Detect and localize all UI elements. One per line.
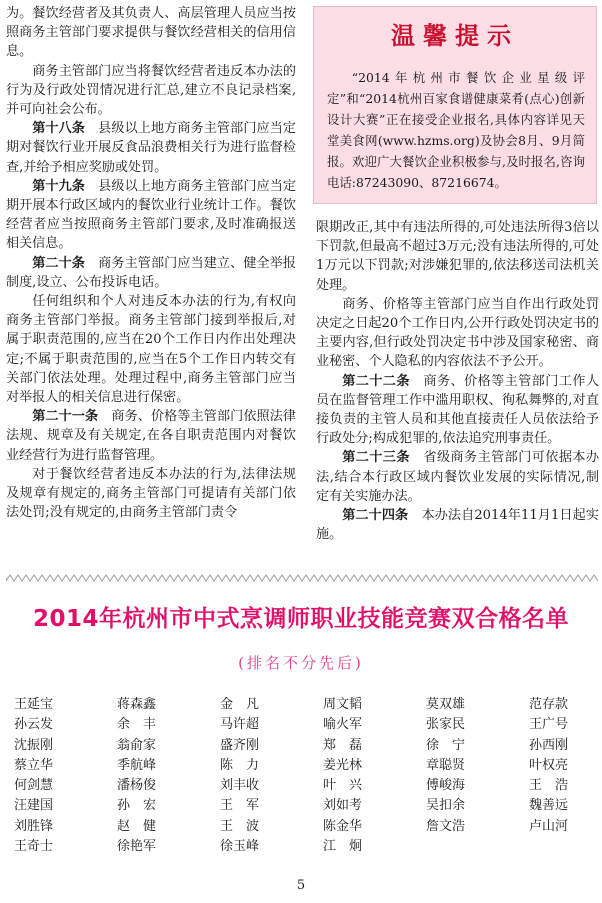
article-paragraph <box>6 119 296 177</box>
paragraph <box>316 218 599 295</box>
article-paragraph <box>6 254 296 292</box>
name-entry: 王 浩 <box>529 778 569 794</box>
name-entry: 潘杨俊 <box>117 778 157 794</box>
paragraph-text: 商务主管部门应当建立、健全举报制度,设立、公布投诉电话。 <box>6 255 297 290</box>
name-entry: 孙西刚 <box>529 737 569 753</box>
notice-body <box>327 67 585 193</box>
names-grid <box>14 695 594 857</box>
right-column <box>316 218 599 544</box>
paragraph-text: 商务、价格等主管部门应当自作出行政处罚决定之日起20个工作日内,公开行政处罚决定书的主要内容,但行政处罚决定书中涉及国家秘密、商业秘密、个人隐私的内容依法不予公开。 <box>316 296 599 370</box>
name-entry: 王 波 <box>220 818 260 834</box>
name-entry: 卢山河 <box>529 818 569 834</box>
article-paragraph <box>316 448 599 506</box>
name-entry: 陈 力 <box>220 757 260 773</box>
notice-text: “2014年杭州市餐饮企业星级评定”和“2014杭州百家食谱健康菜肴(点心)创新设计大赛”正在接受企业报名,具体内容详见天堂美食网(www.hzms.org)及协会8月、9月简报。欢迎广大餐饮企业积极参与,及时报名,咨询电话:87243090、87216674。 <box>327 70 585 190</box>
paragraph-text: 县级以上地方商务主管部门应当定期对餐饮行业开展反食品浪费相关行为进行监督检查,并给予相应奖励或处罚。 <box>6 121 297 175</box>
name-entry: 徐玉峰 <box>220 839 260 855</box>
name-entry: 张家民 <box>426 717 466 733</box>
paragraph <box>316 295 599 372</box>
name-entry: 章聪贤 <box>426 757 466 773</box>
article-paragraph <box>316 372 599 449</box>
name-entry: 蒋森鑫 <box>117 697 157 712</box>
name-entry: 傅峻海 <box>426 778 466 794</box>
article-paragraph <box>316 506 599 544</box>
name-entry: 赵 健 <box>117 818 157 834</box>
paragraph <box>6 465 296 523</box>
name-entry: 叶权亮 <box>529 757 569 773</box>
name-entry: 郑 磊 <box>323 737 363 753</box>
article-number: 第二十二条 <box>342 373 424 389</box>
name-entry: 孙 宏 <box>117 798 157 814</box>
notice-box <box>313 6 597 204</box>
name-entry: 刘胜锋 <box>14 818 54 834</box>
paragraph-text: 为。餐饮经营者及其负责人、高层管理人员应当按照商务主管部门要求提供与餐饮经营相关的信用信息。 <box>6 6 296 60</box>
paragraph-text: 商务主管部门应当将餐饮经营者违反本办法的行为及行政处罚情况进行汇总,建立不良记录档案,并可向社会公布。 <box>6 63 296 118</box>
name-entry: 刘丰收 <box>220 778 260 794</box>
name-entry: 蔡立华 <box>14 757 54 773</box>
page-number: 5 <box>296 878 306 893</box>
article-paragraph <box>6 177 296 254</box>
notice-title: 温馨提示 <box>391 22 519 50</box>
name-entry: 王 军 <box>220 798 260 814</box>
paragraph-text: 县级以上地方商务主管部门应当定期开展本行政区域内的餐饮业行业统计工作。餐饮经营者应当按照商务主管部门要求,及时准确报送相关信息。 <box>6 178 297 252</box>
paragraph-text: 任何组织和个人对违反本办法的行为,有权向商务主管部门举报。商务主管部门接到举报后,对属于职责范围的,应当在20个工作日内作出处理决定;不属于职责范围的,应当在5个工作日内转交有关部门依法处理。处理过程中,商务主管部门应当对举报人的相关信息进行保密。 <box>6 294 296 406</box>
name-entry: 马许超 <box>220 717 260 733</box>
paragraph <box>6 62 296 120</box>
name-entry: 莫双雄 <box>426 697 466 712</box>
name-entry <box>529 837 602 857</box>
name-entry <box>426 837 529 857</box>
name-entry: 孙云发 <box>14 717 54 733</box>
paragraph-text: 限期改正,其中有违法所得的,可处违法所得3倍以下罚款,但最高不超过3万元;没有违法所得的,可处1万元以下罚款;对涉嫌犯罪的,依法移送司法机关处理。 <box>316 220 599 293</box>
name-entry: 余 丰 <box>117 717 157 733</box>
name-entry: 喻火军 <box>323 717 363 733</box>
list-subtitle: (排名不分先后) <box>238 654 364 672</box>
article-number: 第十八条 <box>32 121 99 137</box>
name-entry: 王延宝 <box>14 697 54 712</box>
name-entry: 王奇士 <box>14 839 54 855</box>
article-paragraph <box>6 407 296 465</box>
name-entry: 刘如考 <box>323 798 363 814</box>
article-number: 第二十条 <box>32 255 99 271</box>
paragraph <box>6 292 296 407</box>
name-entry: 徐 宁 <box>426 737 466 753</box>
paragraph-text: 本办法自2014年11月1日起实施。 <box>316 508 599 543</box>
name-entry: 何剑慧 <box>14 778 54 794</box>
article-number: 第十九条 <box>32 178 99 194</box>
left-column <box>6 4 296 522</box>
name-entry: 周文韬 <box>323 697 363 712</box>
name-entry: 詹文浩 <box>426 818 466 834</box>
name-entry: 汪建国 <box>14 798 54 814</box>
name-entry: 沈振刚 <box>14 737 54 753</box>
article-number: 第二十四条 <box>342 508 422 524</box>
name-entry: 魏善远 <box>529 798 569 814</box>
paragraph <box>6 4 296 62</box>
paragraph-text: 商务、价格等主管部门工作人员在监督管理工作中滥用职权、徇私舞弊的,对直接负责的主管人员和其他直接责任人员依法给予行政处分;构成犯罪的,依法追究刑事责任。 <box>316 373 600 447</box>
article-number: 第二十一条 <box>32 409 112 425</box>
paragraph-text: 对于餐饮经营者违反本办法的行为,法律法规及规章有规定的,商务主管部门可提请有关部门依法处罚;没有规定的,由商务主管部门责令 <box>6 466 296 521</box>
name-entry: 叶 兴 <box>323 778 363 794</box>
paragraph-text: 省级商务主管部门可依据本办法,结合本行政区域内餐饮业发展的实际情况,制定有关实施办法。 <box>316 450 600 504</box>
section-divider <box>6 573 598 583</box>
name-entry: 吴扣余 <box>426 798 466 814</box>
name-entry: 姜光林 <box>323 757 363 773</box>
name-entry: 王广号 <box>529 717 569 733</box>
paragraph-text: 商务、价格等主管部门依照法律法规、规章及有关规定,在各自职责范围内对餐饮业经营行为进行监督管理。 <box>6 409 297 463</box>
name-entry: 范存款 <box>529 697 569 712</box>
list-title: 2014年杭州市中式烹调师职业技能竞赛双合格名单 <box>32 606 569 632</box>
name-entry: 季航峰 <box>117 757 157 773</box>
article-number: 第二十三条 <box>342 450 424 466</box>
name-entry: 江 炯 <box>323 839 363 855</box>
name-entry: 盛齐刚 <box>220 737 260 753</box>
name-entry: 翁俞家 <box>117 737 157 753</box>
name-entry: 徐艳军 <box>117 839 157 855</box>
name-entry: 陈金华 <box>323 818 363 834</box>
name-entry: 金 凡 <box>220 697 260 712</box>
